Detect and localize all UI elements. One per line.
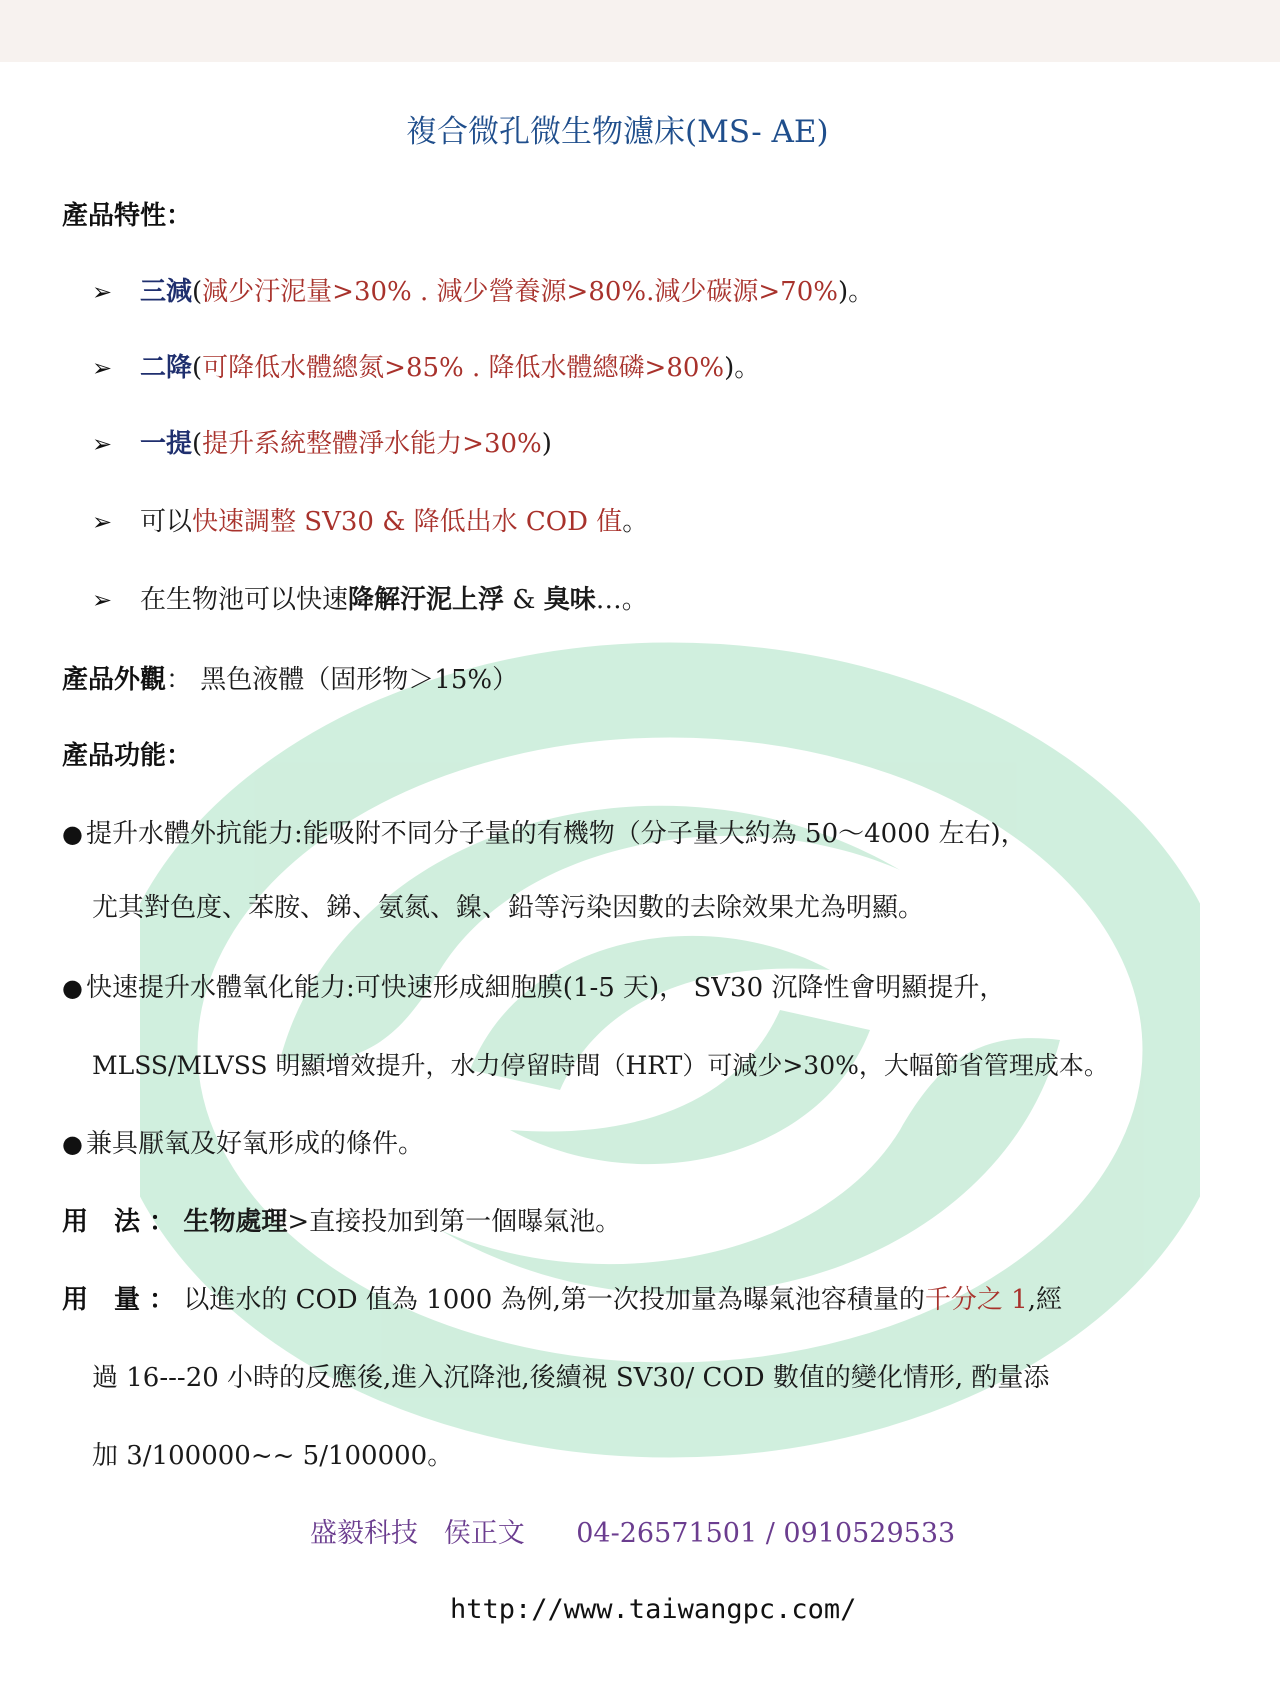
paren-open: ( — [192, 429, 203, 459]
function-bullet — [62, 814, 1027, 854]
dosage-highlight: 千分之 1 — [924, 1285, 1028, 1315]
document-title: 複合微孔微生物濾床(MS- AE) — [406, 114, 829, 150]
feature-text: & — [504, 585, 544, 615]
feature-item — [92, 580, 648, 620]
usage-method: 生物處理 — [183, 1207, 288, 1237]
dosage-text: ,經 — [1027, 1285, 1062, 1315]
feature-lead: 一提 — [140, 429, 193, 459]
paren-open: ( — [192, 353, 203, 383]
feature-item — [92, 272, 874, 312]
contact-phones: 04-26571501 / 0910529533 — [576, 1518, 956, 1549]
functions-heading: 產品功能： — [62, 741, 193, 771]
arrow-bullet-icon: ➢ — [92, 508, 113, 536]
dosage-text-continued: 過 16---20 小時的反應後,進入沉降池,後續視 SV30/ COD 數值的變化情形, 酌量添 — [92, 1363, 1050, 1393]
features-heading: 產品特性： — [62, 201, 193, 231]
feature-lead: 二降 — [140, 353, 193, 383]
dosage-row — [62, 1280, 1062, 1320]
paren-close: )。 — [837, 277, 875, 307]
appearance-value: 黑色液體（固形物＞15%） — [200, 665, 519, 695]
function-text-continued: 尤其對色度、苯胺、銻、氨氮、鎳、鉛等污染因數的去除效果尤為明顯。 — [92, 893, 925, 923]
round-bullet-icon: ● — [62, 974, 83, 1002]
feature-detail: 可降低水體總氮>85% . 降低水體總磷>80% — [202, 353, 725, 383]
feature-bold: 臭味 — [543, 585, 596, 615]
round-bullet-icon: ● — [62, 820, 83, 848]
function-text: 兼具厭氧及好氧形成的條件。 — [86, 1129, 425, 1159]
feature-lead: 三減 — [140, 277, 193, 307]
feature-bold: 降解汙泥上浮 — [348, 585, 505, 615]
feature-text: 。 — [622, 507, 649, 537]
usage-text: >直接投加到第一個曝氣池。 — [287, 1207, 622, 1237]
function-text-continued: MLSS/MLVSS 明顯增效提升，水力停留時間（HRT）可減少>30%，大幅節省管理成本。 — [92, 1051, 1109, 1080]
round-bullet-icon: ● — [62, 1130, 83, 1158]
website-link[interactable]: http://www.taiwangpc.com/ — [450, 1594, 857, 1625]
feature-item — [92, 424, 552, 464]
appearance-row — [62, 660, 518, 700]
function-bullet — [62, 968, 1005, 1008]
feature-detail: 減少汙泥量>30% . 減少營養源>80%.減少碳源>70% — [202, 277, 838, 307]
feature-highlight: 快速調整 SV30 & 降低出水 COD 值 — [192, 507, 623, 537]
appearance-heading: 產品外觀 — [62, 665, 167, 695]
arrow-bullet-icon: ➢ — [92, 586, 113, 614]
arrow-bullet-icon: ➢ — [92, 354, 113, 382]
feature-item — [92, 348, 760, 388]
feature-detail: 提升系統整體淨水能力>30% — [202, 429, 542, 459]
contact-line — [310, 1514, 955, 1554]
feature-text: 可以 — [140, 507, 193, 537]
usage-row — [62, 1202, 621, 1242]
usage-label: 用 法 ： — [62, 1207, 176, 1237]
feature-text: …。 — [595, 585, 648, 615]
paren-close: )。 — [724, 353, 761, 383]
paren-close: ) — [541, 429, 552, 459]
dosage-label: 用 量 ： — [62, 1285, 176, 1315]
feature-item — [92, 502, 648, 542]
arrow-bullet-icon: ➢ — [92, 278, 113, 306]
feature-text: 在生物池可以快速 — [140, 585, 349, 615]
contact-person: 侯正文 — [443, 1518, 525, 1549]
contact-company: 盛毅科技 — [310, 1518, 418, 1549]
function-text: 快速提升水體氧化能力:可快速形成細胞膜(1-5 天)， SV30 沉降性會明顯提升， — [86, 973, 1006, 1003]
arrow-bullet-icon: ➢ — [92, 430, 113, 458]
dosage-text: 以進水的 COD 值為 1000 為例,第一次投加量為曝氣池容積量的 — [183, 1285, 925, 1315]
paren-open: ( — [192, 277, 203, 307]
dosage-text-continued: 加 3/100000~~ 5/100000。 — [92, 1441, 454, 1471]
function-text: 提升水體外抗能力:能吸附不同分子量的有機物（分子量大約為 50～4000 左右)， — [86, 819, 1027, 849]
appearance-colon: ： — [166, 665, 193, 695]
function-bullet — [62, 1124, 424, 1164]
